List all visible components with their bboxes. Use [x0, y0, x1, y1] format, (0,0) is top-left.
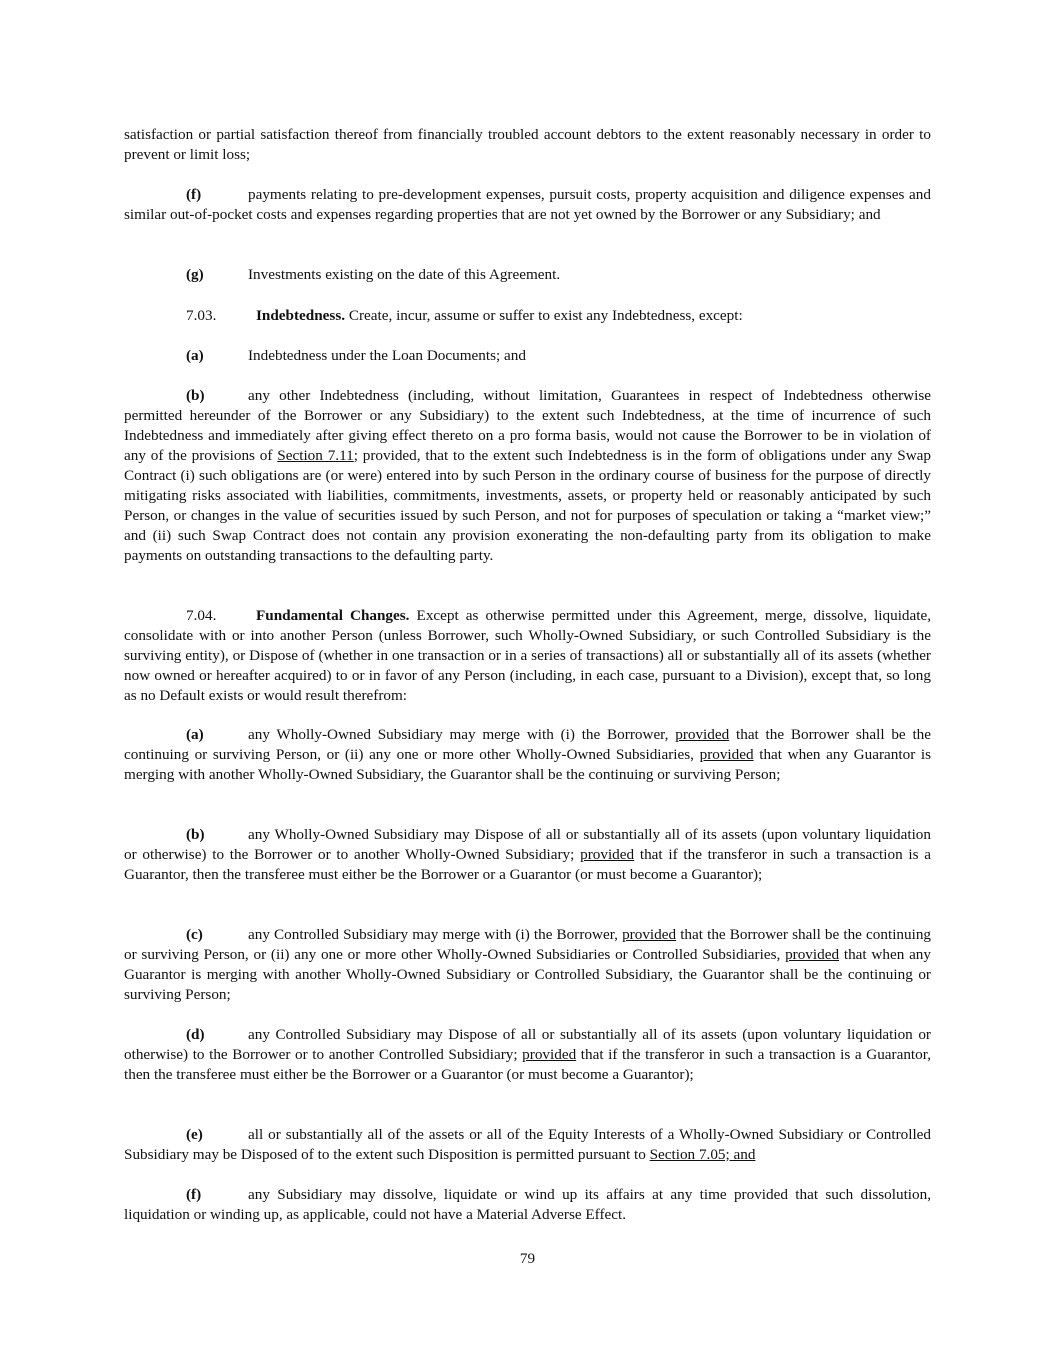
item-label: (d) — [186, 1026, 205, 1043]
item-label: (f) — [186, 1186, 202, 1203]
section-number: 7.03. — [186, 307, 217, 324]
page-number: 79 — [519, 1250, 536, 1267]
paragraph-7-02-g: (g) Investments existing on the date of this Agreement. — [186, 266, 561, 283]
item-label: (c) — [186, 926, 203, 943]
item-label: (f) — [186, 186, 202, 203]
paragraph-7-04-f: (f) any Subsidiary may dissolve, liquidate or wind up its affairs at any time provided that such dissolution, liquidation or winding up, as applicable, could not have a Material Adverse Effect. — [124, 1186, 931, 1223]
paragraph-7-03-b: (b) any other Indebtedness (including, without limitation, Guarantees in respect of Indebtedness otherwise permitted hereunder of the Borrower or any Subsidiary) to the extent such Indebtedness, at the time of incurrence of such Indebtedness and immediately after giving effect thereto on a pro forma basis, would not cause the Borrower to be in violation of any of the provisions of Section 7.11; provided, that to the extent such Indebtedness is in the form of obligations under any Swap Contract (i) such obligations are (or were) entered into by such Person in the ordinary course of business for the purpose of directly mitigating risks associated with liabilities, commitments, investments, assets, or property held or reasonably anticipated by such Person, or changes in the value of securities issued by such Person, and not for purposes of speculation or taking a “market view;” and (ii) such Swap Contract does not contain any provision exonerating the non-defaulting party from its obligation to make payments on outstanding transactions to the defaulting party. — [124, 387, 932, 564]
section-title: Fundamental Changes. — [256, 607, 410, 624]
paragraph-7-04-d: (d) any Controlled Subsidiary may Dispose of all or substantially all of its assets (upon voluntary liquidation or otherwise) to the Borrower or to another Controlled Subsidiary; provided that if the transferor in such a transaction is a Guarantor, then the transferee must either be the Borrower or a Guarantor (or must become a Guarantor); — [124, 1026, 931, 1083]
section-title: Indebtedness. — [256, 307, 346, 324]
paragraph-7-04-e: (e) all or substantially all of the assets or all of the Equity Interests of a Wholly-Owned Subsidiary or Controlled Subsidiary may be Disposed of to the extent such Disposition is permitted pursuant to Section 7.05; and — [124, 1126, 931, 1163]
section-number: 7.04. — [186, 607, 217, 624]
provided-term: provided — [675, 726, 730, 743]
paragraph-7-03-a: (a) Indebtedness under the Loan Documents; and — [186, 347, 526, 364]
provided-term: provided — [580, 846, 635, 863]
paragraph-7-04-a: (a) any Wholly-Owned Subsidiary may merge with (i) the Borrower, provided that the Borrower shall be the continuing or surviving Person, or (ii) any one or more other Wholly-Owned Subsidiaries, provided that when any Guarantor is merging with another Wholly-Owned Subsidiary, the Guarantor shall be the continuing or surviving Person; — [124, 726, 932, 783]
item-label: (e) — [186, 1126, 203, 1143]
provided-term: provided — [699, 746, 754, 763]
item-label: (b) — [186, 387, 205, 404]
item-label: (a) — [186, 726, 204, 743]
paragraph-7-02-f: (f) payments relating to pre-development expenses, pursuit costs, property acquisition and diligence expenses and similar out-of-pocket costs and expenses regarding properties that are not yet owned by the Borrower or any Subsidiary; and — [124, 186, 931, 223]
provided-term: provided — [785, 946, 840, 963]
section-7-04-heading: 7.04. Fundamental Changes. Except as otherwise permitted under this Agreement, merge, dissolve, liquidate, consolidate with or into another Person (unless Borrower, such Wholly-Owned Subsidiary, or such Controlled Subsidiary is the surviving entity), or Dispose of (whether in one transaction or in a series of transactions) all or substantially all of its assets (whether now owned or hereafter acquired) to or in favor of any Person (including, in each case, pursuant to a Division), except that, so long as no Default exists or would result therefrom: — [124, 607, 932, 704]
paragraph-continuation: satisfaction or partial satisfaction thereof from financially troubled account debtors to the extent reasonably necessary in order to prevent or limit loss; — [124, 126, 931, 163]
section-7-03-heading: 7.03. Indebtedness. Create, incur, assume or suffer to exist any Indebtedness, except: — [186, 307, 743, 324]
section-7-05-link[interactable]: Section 7.05; and — [649, 1146, 756, 1163]
paragraph-7-04-b: (b) any Wholly-Owned Subsidiary may Dispose of all or substantially all of its assets (upon voluntary liquidation or otherwise) to the Borrower or to another Wholly-Owned Subsidiary; provided that if the transferor in such a transaction is a Guarantor, then the transferee must either be the Borrower or a Guarantor (or must become a Guarantor); — [124, 826, 932, 883]
provided-term: provided — [522, 1046, 577, 1063]
item-label: (b) — [186, 826, 205, 843]
paragraph-7-04-c: (c) any Controlled Subsidiary may merge with (i) the Borrower, provided that the Borrower shall be the continuing or surviving Person, or (ii) any one or more other Wholly-Owned Subsidiaries or Controlled Subsidiaries, provided that when any Guarantor is merging with another Wholly-Owned Subsidiary or Controlled Subsidiary, the Guarantor shall be the continuing or surviving Person; — [124, 926, 932, 1003]
item-label: (a) — [186, 347, 204, 364]
item-label: (g) — [186, 266, 204, 283]
provided-term: provided — [622, 926, 677, 943]
section-7-11-link[interactable]: Section 7.11 — [277, 447, 354, 464]
